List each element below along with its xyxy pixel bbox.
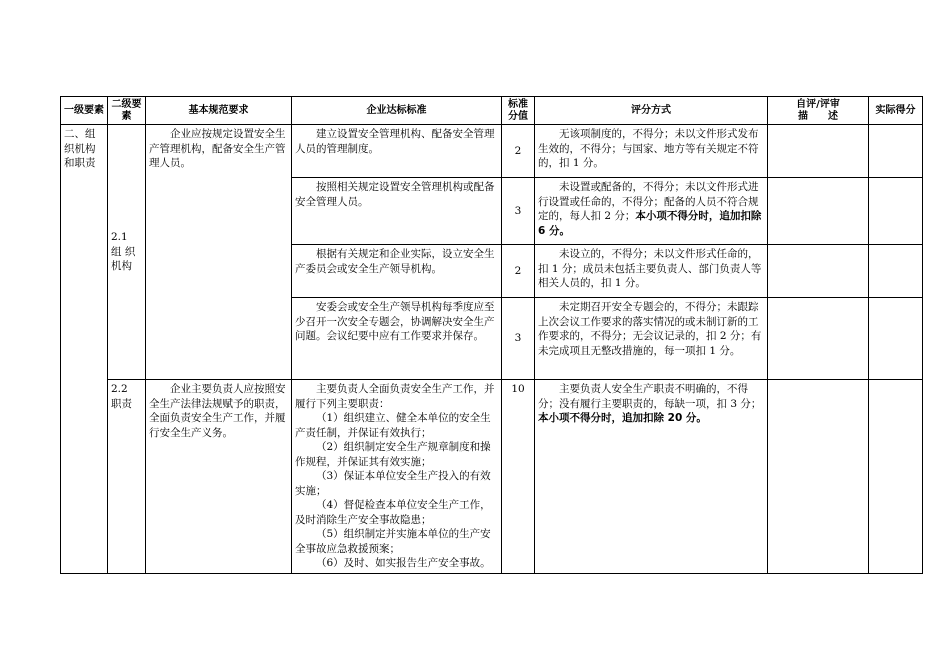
level2-label-duty: 2.2 职责 [111,383,132,410]
standard-cell: 按照相关规定设置安全管理机构或配备安全管理人员。 [292,178,502,245]
level2-cell-duty [108,380,146,574]
requirement-cell-duty: 企业主要负责人应按照安全生产法律法规赋予的职责，全面负责安全生产工作，并履行安全生产义务。 [146,380,292,574]
actual-score-cell [869,298,923,380]
level2-label-org: 2.1 组 织 机构 [111,231,136,273]
standard-item: （4）督促检查本单位安全生产工作，及时消除生产安全事故隐患； [295,499,491,526]
review-cell [768,245,869,298]
standard-item: （6）及时、如实报告生产安全事故。 [316,557,491,569]
review-cell [768,178,869,245]
header-level2: 二级要素 [108,97,146,125]
method-cell [535,245,768,298]
header-review [768,97,869,125]
header-row [61,97,923,125]
review-cell [768,125,869,178]
review-cell [768,380,869,574]
actual-score-cell [869,245,923,298]
header-review-top: 自评/评审 [796,98,840,110]
table-row [61,380,923,574]
score-cell: 3 [502,178,535,245]
method-bold-text: 本小项不得分时，追加扣除 20 分。 [538,412,707,424]
standards-table [60,96,923,574]
score-cell: 3 [502,298,535,380]
score-cell: 2 [502,125,535,178]
header-requirement: 基本规范要求 [146,97,292,125]
level2-cell-org [108,125,146,380]
actual-score-cell [869,380,923,574]
method-text: 未定期召开安全专题会的，不得分；未跟踪上次会议工作要求的落实情况的或未制订新的工作要求的，不得分；无会议记录的，扣 2 分；有未完成项且无整改措施的，每一项扣 1 分。 [538,301,762,357]
standard-item: （2）组织制定安全生产规章制度和操作规程，并保证其有效实施； [295,441,491,468]
method-text: 未设立的，不得分；未以文件形式任命的，扣 1 分；成员未包括主要负责人、部门负责人等相关人员的，扣 1 分。 [538,248,762,289]
standard-item: （1）组织建立、健全本单位的安全生产责任制，并保证有效执行； [295,412,491,439]
review-cell [768,298,869,380]
standard-cell-duty [292,380,502,574]
header-review-bottom: 描 述 [798,110,838,122]
standard-intro: 主要负责人全面负责安全生产工作，并履行下列主要职责： [295,383,495,410]
score-cell: 10 [502,380,535,574]
requirement-cell-org: 企业应按规定设置安全生产管理机构，配备安全生产管理人员。 [146,125,292,380]
standard-cell: 安委会或安全生产领导机构每季度应至少召开一次安全专题会，协调解决安全生产问题。会议纪要中应有工作要求并保存。 [292,298,502,380]
standard-cell: 建立设置安全管理机构、配备安全管理人员的管理制度。 [292,125,502,178]
method-cell [535,380,768,574]
method-text: 主要负责人安全生产职责不明确的，不得分；没有履行主要职责的，每缺一项，扣 3 分； [538,383,762,410]
score-cell: 2 [502,245,535,298]
header-actual-score: 实际得分 [869,97,923,125]
header-level1: 一级要素 [61,97,108,125]
standard-cell: 根据有关规定和企业实际，设立安全生产委员会或安全生产领导机构。 [292,245,502,298]
table-row [61,125,923,178]
method-cell [535,298,768,380]
method-cell [535,125,768,178]
method-cell [535,178,768,245]
standard-item: （5）组织制定并实施本单位的生产安全事故应急救援预案； [295,528,491,555]
method-text: 无该项制度的，不得分；未以文件形式发布生效的，不得分；与国家、地方等有关规定不符的，扣 1 分。 [538,128,759,169]
header-score: 标准分值 [502,97,535,125]
standard-item: （3）保证本单位安全生产投入的有效实施； [295,470,491,497]
method-text: 未设置或配备的，不得分；未以文件形式进行设置或任命的，不得分；配备的人员不符合规定的，每人扣 2 分； [538,181,759,222]
actual-score-cell [869,178,923,245]
actual-score-cell [869,125,923,178]
level1-cell: 二、组织机构和职责 [61,125,108,574]
header-method: 评分方式 [535,97,768,125]
method-bold-text: 本小项不得分时，追加扣除 6 分。 [538,210,762,237]
header-standard: 企业达标标准 [292,97,502,125]
